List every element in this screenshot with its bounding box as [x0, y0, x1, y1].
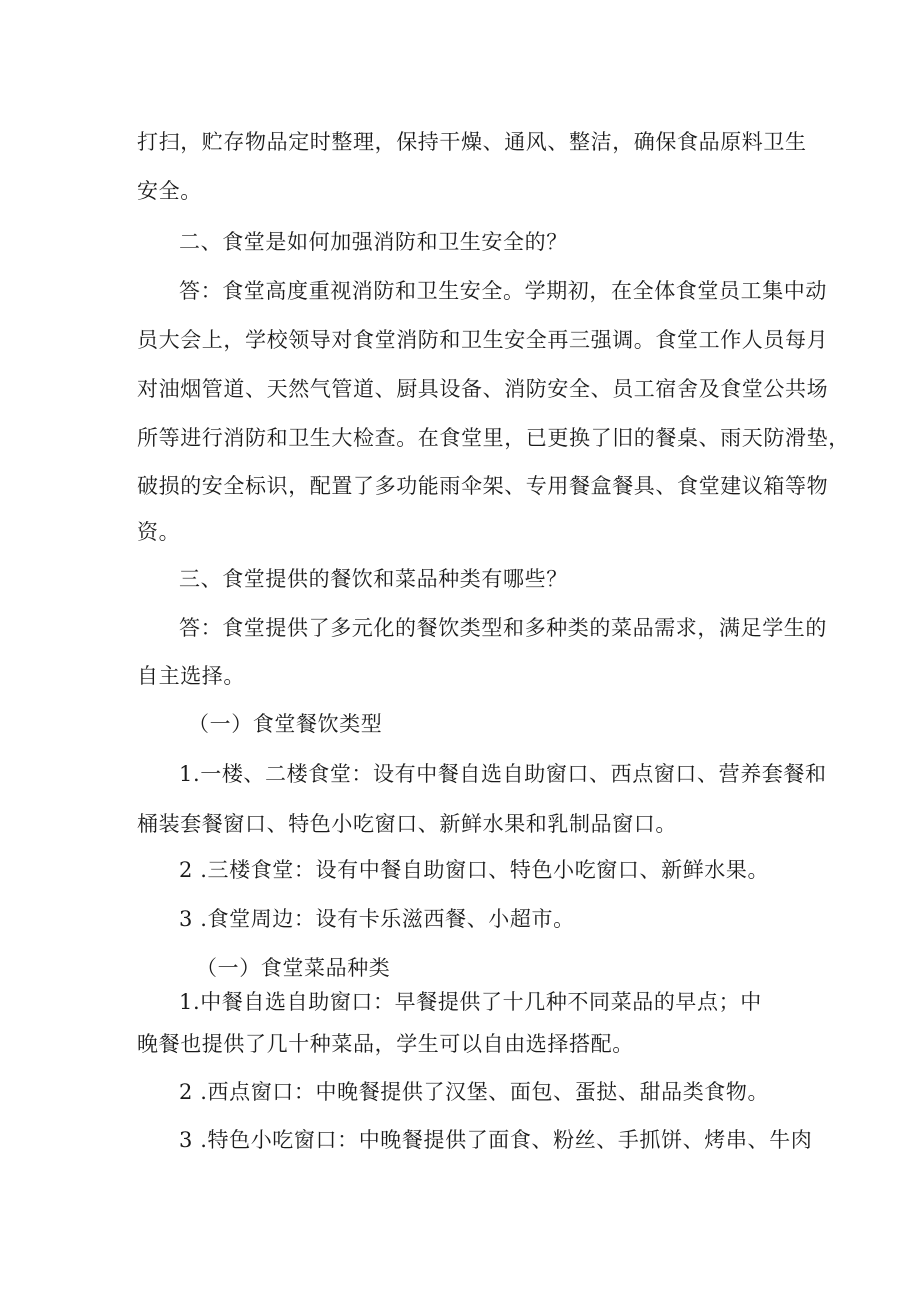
section-heading: 二、食堂是如何加强消防和卫生安全的？ — [179, 230, 568, 254]
body-line: 答：食堂提供了多元化的餐饮类型和多种类的菜品需求，满足学生的 — [179, 616, 827, 640]
body-line: 自主选择。 — [137, 664, 245, 688]
body-line: 答：食堂高度重视消防和卫生安全。学期初，在全体食堂员工集中动 — [179, 279, 827, 303]
subsection-heading: （一）食堂餐饮类型 — [188, 712, 383, 736]
body-line: 破损的安全标识，配置了多功能雨伞架、专用餐盒餐具、食堂建议箱等物 — [137, 474, 829, 498]
body-line: 安全。 — [137, 179, 202, 203]
body-line: 员大会上，学校领导对食堂消防和卫生安全再三强调。食堂工作人员每月 — [137, 328, 829, 352]
list-item: 1.中餐自选自助窗口：早餐提供了十几种不同菜品的早点；中 — [179, 990, 762, 1014]
body-line: 资。 — [137, 520, 181, 544]
list-item: 2 .三楼食堂：设有中餐自助窗口、特色小吃窗口、新鲜水果。 — [179, 858, 770, 882]
list-item: 3 .食堂周边：设有卡乐滋西餐、小超市。 — [179, 907, 575, 931]
section-heading: 三、食堂提供的餐饮和菜品种类有哪些？ — [179, 567, 568, 591]
list-item: 2 .西点窗口：中晚餐提供了汉堡、面包、蛋挞、甜品类食物。 — [179, 1080, 770, 1104]
body-line: 晚餐也提供了几十种菜品，学生可以自由选择搭配。 — [137, 1032, 634, 1056]
list-item: 3 .特色小吃窗口：中晚餐提供了面食、粉丝、手抓饼、烤串、牛肉 — [179, 1128, 813, 1152]
subsection-heading: （一）食堂菜品种类 — [196, 956, 391, 980]
body-line: 打扫，贮存物品定时整理，保持干燥、通风、整洁，确保食品原料卫生 — [137, 130, 807, 154]
list-item: 1.一楼、二楼食堂：设有中餐自选自助窗口、西点窗口、营养套餐和 — [179, 762, 827, 786]
body-line: 对油烟管道、天然气管道、厨具设备、消防安全、员工宿舍及食堂公共场 — [137, 377, 829, 401]
body-line: 桶装套餐窗口、特色小吃窗口、新鲜水果和乳制品窗口。 — [137, 812, 677, 836]
body-line: 所等进行消防和卫生大检查。在食堂里，已更换了旧的餐桌、雨天防滑垫， — [137, 426, 850, 450]
